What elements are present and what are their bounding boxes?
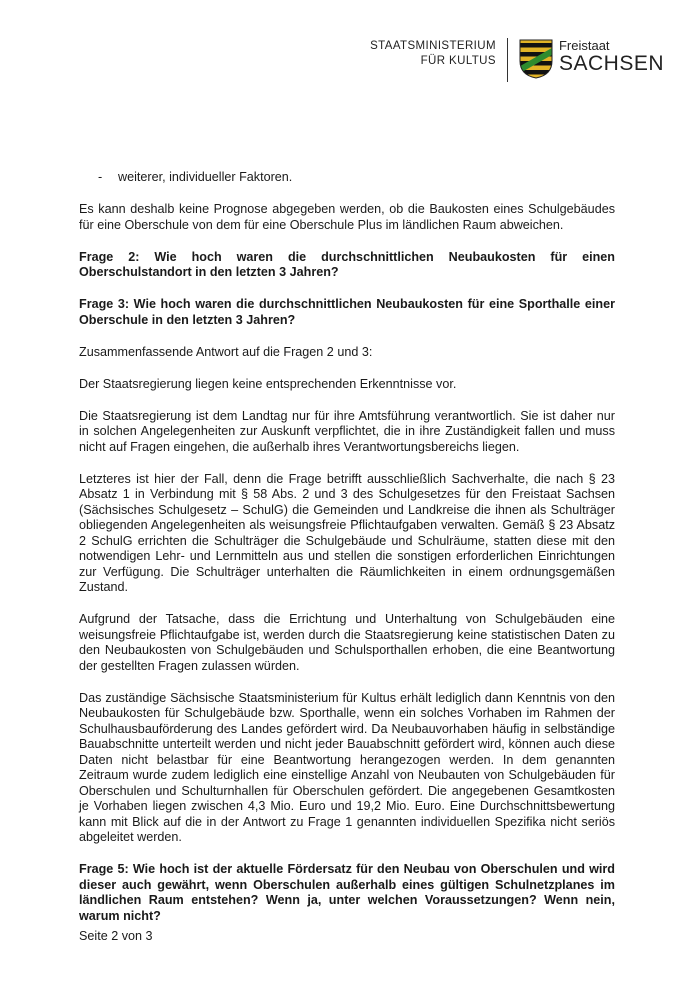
dash-item-text: weiterer, individueller Faktoren.: [118, 170, 293, 184]
ministry-name: [370, 38, 496, 69]
answer-paragraph-4: Aufgrund der Tatsache, dass die Errichtung und Unterhaltung von Schulgebäuden eine weisungsfreie Pflichtaufgabe ist, werden durch die Staatsregierung keine statistischen Daten zu den Neubaukosten von Schulgebäuden und Schulsporthallen erhoben, die eine Beantwortung der gestellten Fragen zulassen würden.: [79, 612, 615, 673]
page-number: Seite 2 von 3: [79, 929, 153, 943]
dash-marker: -: [98, 170, 103, 184]
state-line-2: SACHSEN: [558, 52, 664, 75]
ministry-line-1: STAATSMINISTERIUM: [370, 40, 496, 52]
answer-paragraph-2: Die Staatsregierung ist dem Landtag nur für ihre Amtsführung verantwortlich. Sie ist daher nur in solchen Angelegenheiten zur Auskunft verpflichtet, die in ihre Zuständigkeit fallen und muss nicht auf Fragen eingehen, die außerhalb ihres Verantwortungsbereichs liegen.: [79, 408, 615, 454]
answer-paragraph-1: Der Staatsregierung liegen keine entsprechenden Erkenntnisse vor.: [79, 376, 457, 391]
question-3: Frage 3: Wie hoch waren die durchschnittlichen Neubaukosten für eine Sporthalle einer Oberschule in den letzten 3 Jahren?: [79, 297, 615, 327]
question-2: Frage 2: Wie hoch waren die durchschnittlichen Neubaukosten für einen Oberschulstandort in den letzten 3 Jahren?: [79, 249, 615, 279]
saxony-crest-icon: [519, 39, 553, 79]
answer-intro: Zusammenfassende Antwort auf die Fragen 2 und 3:: [79, 344, 373, 359]
state-line-1: Freistaat: [558, 38, 610, 53]
answer-paragraph-5: Das zuständige Sächsische Staatsministerium für Kultus erhält lediglich dann Kenntnis von den Neubaukosten für Schulgebäude bzw. Sporthalle, wenn ein solches Vorhaben im Rahmen der Schulhausbauförderung des Landes gefördert wird. Da Neubauvorhaben häufig in selbständige Bauabschnitte unterteilt werden und nicht jeder Bauabschnitt gefördert wird, können auch diese Daten nicht belastbar für eine Beantwortung herangezogen werden. In dem genannten Zeitraum wurde zudem lediglich eine einstellige Anzahl von Neubauten von Schulgebäuden für Oberschulen und Schulturnhallen für Oberschulen gefördert. Die angegebenen Gesamtkosten je Vorhaben liegen zwischen 4,3 Mio. Euro und 19,2 Mio. Euro. Eine Durchschnittsbewertung kann mit Blick auf die in der Antwort zu Frage 1 genannten individuellen Spezifika nicht seriös abgeleitet werden.: [79, 690, 615, 844]
letterhead: [370, 38, 664, 82]
question-5: Frage 5: Wie hoch ist der aktuelle Fördersatz für den Neubau von Oberschulen und wird dieser auch gewährt, wenn Oberschulen außerhalb eines gültigen Schulnetzplanes im ländlichen Raum entstehen? Wenn ja, unter welchen Voraussetzungen? Wenn nein, warum nicht?: [79, 862, 615, 923]
state-name: [559, 38, 664, 74]
letterhead-divider: [507, 38, 508, 82]
dash-list-item: [79, 170, 615, 186]
letter-body: [79, 170, 615, 941]
answer-paragraph-3: Letzteres ist hier der Fall, denn die Frage betrifft ausschließlich Sachverhalte, die nach § 23 Absatz 1 in Verbindung mit § 58 Abs. 2 und 3 des Schulgesetzes für den Freistaat Sachsen (Sächsisches Schulgesetz – SchulG) die Gemeinden und Landkreise die ihnen als Schulträger obliegenden Angelegenheiten als weisungsfreie Pflichtaufgaben verwalten. Gemäß § 23 Absatz 2 SchulG errichten die Schulträger die Schulgebäude und Schulräume, statten diese mit den notwendigen Lehr- und Lernmitteln aus und stellen die sonstigen erforderlichen Einrichtungen zur Verfügung. Die Schulträger unterhalten die Räumlichkeiten in einem ordnungsgemäßen Zustand.: [79, 471, 615, 594]
paragraph-prognosis: Es kann deshalb keine Prognose abgegeben werden, ob die Baukosten eines Schulgebäudes für eine Oberschule von dem für eine Oberschule Plus im ländlichen Raum abweichen.: [79, 202, 615, 232]
ministry-line-2: FÜR KULTUS: [420, 55, 496, 67]
